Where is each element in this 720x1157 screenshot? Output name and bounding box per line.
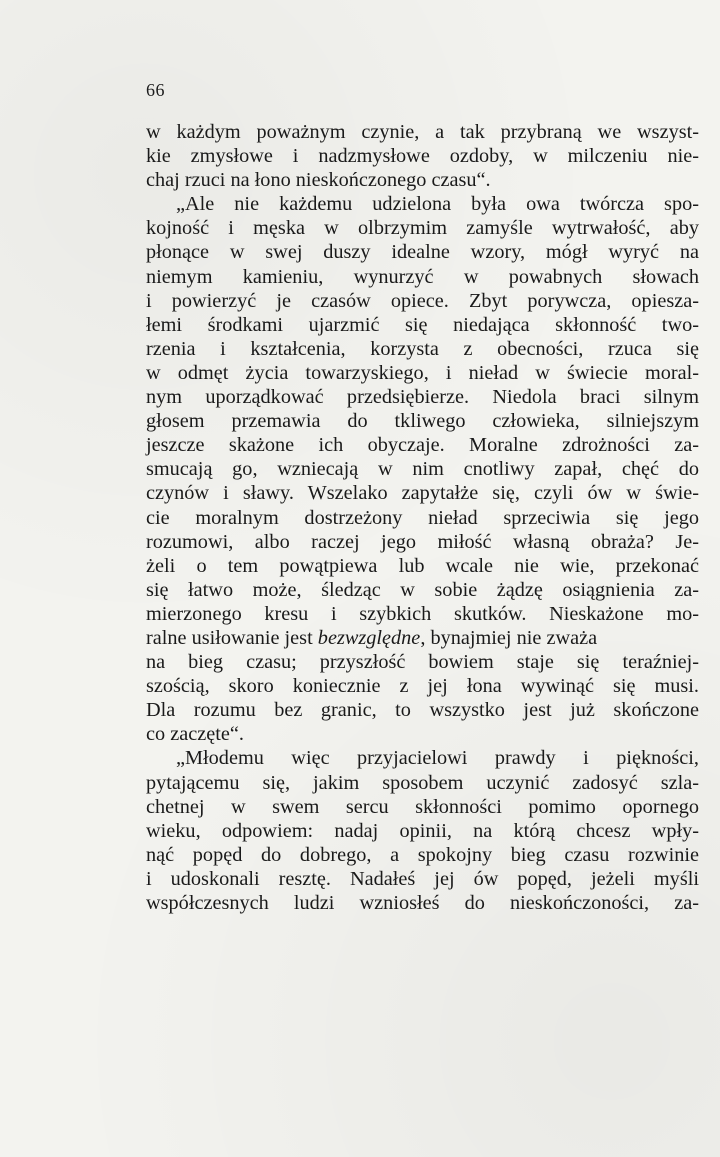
text-line: szością, skoro koniecznie z jej łona wywinąć się musi.: [146, 675, 699, 698]
text-line: i udoskonali resztę. Nadałeś jej ów popęd, jeżeli myśli: [146, 867, 699, 890]
text-line: „Młodemu więc przyjacielowi prawdy i piękności,: [176, 747, 699, 770]
text-line: rozumowi, albo raczej jego miłość własną obraża? Je-: [146, 530, 699, 553]
text-line: chaj rzuci na łono nieskończonego czasu“.: [146, 169, 491, 192]
text-line: się łatwo może, śledząc w sobie żądzę osiągnienia za-: [146, 578, 699, 601]
text-line: na bieg czasu; przyszłość bowiem staje się teraźniej-: [146, 651, 699, 674]
text-line: cie moralnym dostrzeżony nieład sprzeciwia się jego: [146, 506, 699, 529]
italic-emphasis: bezwzględne: [317, 626, 421, 649]
text-line: w odmęt życia towarzyskiego, i nieład w świecie moral-: [146, 361, 699, 384]
text-line: smucają go, wzniecają w nim cnotliwy zapał, chęć do: [146, 458, 699, 481]
text-line: żeli o tem powątpiewa lub wcale nie wie, przekonać: [146, 554, 699, 577]
text-line: i powierzyć je czasów opiece. Zbyt porywcza, opiesza-: [146, 289, 699, 312]
text-line: nąć popęd do dobrego, a spokojny bieg czasu rozwinie: [146, 843, 699, 866]
text-line: głosem przemawia do tkliwego człowieka, silniejszym: [146, 410, 699, 433]
text-line: „Ale nie każdemu udzielona była owa twórcza spo-: [176, 193, 699, 216]
text-line: współczesnych ludzi wzniosłeś do nieskończoności, za-: [146, 892, 699, 914]
body-text: [146, 120, 699, 915]
text-line: Dla rozumu bez granic, to wszystko jest już skończone: [146, 699, 699, 722]
text-line: kojność i męska w olbrzymim zamyśle wytrwałość, aby: [146, 217, 699, 240]
text-line: pytającemu się, jakim sposobem uczynić zadosyć szla-: [146, 771, 699, 794]
text-line: kie zmysłowe i nadzmysłowe ozdoby, w milczeniu nie-: [146, 145, 699, 168]
text-line: czynów i sławy. Wszelako zapytałże się, czyli ów w świe-: [146, 482, 699, 505]
text-line: niemym kamieniu, wynurzyć w powabnych słowach: [146, 265, 699, 288]
text-fragment: , bynajmiej nie zważa: [420, 626, 598, 649]
text-line: mierzonego kresu i szybkich skutków. Nieskażone mo-: [146, 602, 699, 625]
text-line: łemi środkami ujarzmić się niedająca skłonność two-: [146, 313, 699, 336]
text-line: rzenia i kształcenia, korzysta z obecności, rzuca się: [146, 337, 699, 360]
text-line: płonące w swej duszy idealne wzory, mógł wyryć na: [146, 241, 699, 264]
text-line: w każdym poważnym czynie, a tak przybraną we wszyst-: [146, 121, 699, 143]
text-line: jeszcze skażone ich obyczaje. Moralne zdrożności za-: [146, 434, 699, 457]
text-line: wieku, odpowiem: nadaj opinii, na którą chcesz wpły-: [146, 819, 699, 842]
text-line: chetnej w swem sercu skłonności pomimo opornego: [146, 795, 699, 818]
text-fragment: ralne usiłowanie jest: [146, 626, 313, 649]
page-number: 66: [146, 80, 165, 100]
text-line: co zaczęte“.: [146, 723, 244, 746]
text-line: nym uporządkować przedsiębierze. Niedola braci silnym: [146, 386, 699, 409]
text-line-mixed: [146, 626, 699, 650]
